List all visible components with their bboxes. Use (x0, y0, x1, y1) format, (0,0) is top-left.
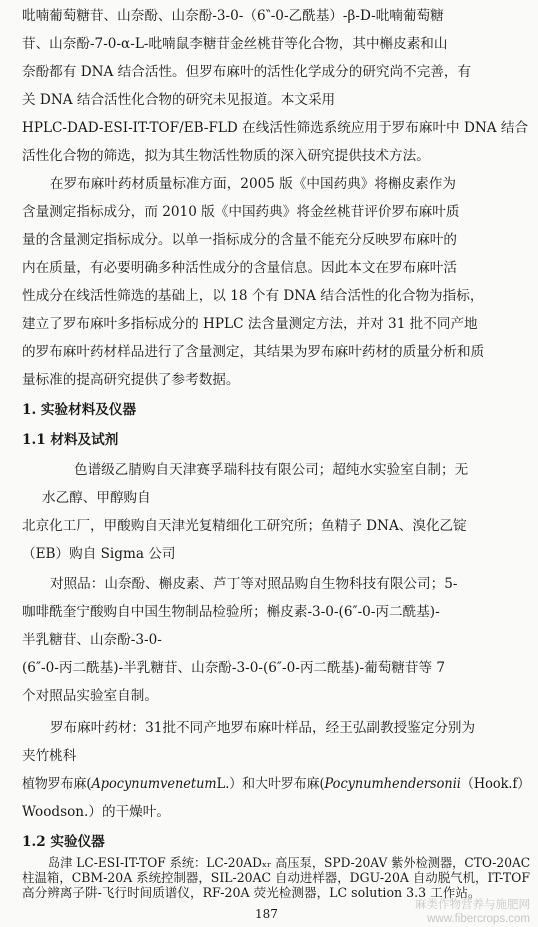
page-number: 187 (255, 907, 278, 921)
text-line: 量标准的提高研究提供了参考数据。 (22, 372, 240, 388)
text-line: 个对照品实验室自制。 (22, 688, 158, 704)
text-line: 夹竹桃科 (22, 748, 77, 764)
watermark-line: www.fibercrops.com (427, 913, 530, 925)
text-line: Woodson.）的干燥叶。 (22, 804, 170, 820)
text-line: 的罗布麻叶药材样品进行了含量测定，其结果为罗布麻叶药材的质量分析和质 (22, 344, 485, 360)
text-line: 岛津 LC-ESI-IT-TOF 系统：LC-20ADₓᵣ 高压泵，SPD-20AV 紫外检测器，CTO-20AC (48, 855, 531, 870)
text-line: 活性化合物的筛选，拟为其生物活性物质的深入研究提供技术方法。 (22, 148, 430, 164)
text-line: 高分辨离子阱-飞行时间质谱仪，RF-20A 荧光检测器，LC solution 3.3 工作站。 (22, 885, 481, 900)
text-line: 性成分在线活性筛选的基础上，以 18 个有 DNA 结合活性的化合物为指标， (22, 288, 484, 304)
text-line: 建立了罗布麻叶多指标成分的 HPLC 法含量测定方法，并对 31 批不同产地 (22, 316, 478, 332)
text-line: 吡喃葡萄糖苷、山奈酚、山奈酚-3-0-（6‶-0-乙酰基）-β-D-吡喃葡萄糖 (22, 8, 444, 24)
text-line: 柱温箱，CBM-20A 系统控制器，SIL-20AC 自动进样器，DGU-20A 自动脱气机，IT-TOF (22, 870, 530, 885)
text-line: (6″-0-丙二酰基)-半乳糖苷、山奈酚-3-0-(6″-0-丙二酰基)-葡萄糖苷等 7 (22, 660, 446, 676)
subsection-heading-materials: 1.1 材料及试剂 (22, 432, 119, 448)
text-line: 内在质量，有必要明确多种活性成分的含量信息。因此本文在罗布麻叶活 (22, 260, 457, 276)
latin-species-name: Pocynumhendersonii (324, 776, 461, 792)
text-line: 关 DNA 结合活性化合物的研究未见报道。本文采用 (22, 92, 336, 108)
text-line: 奈酚都有 DNA 结合活性。但罗布麻叶的活性化学成分的研究尚不完善，有 (22, 64, 472, 80)
text-line: （EB）购自 Sigma 公司 (22, 546, 176, 562)
text-line: 对照品：山奈酚、槲皮素、芦丁等对照品购自生物科技有限公司；5- (50, 576, 458, 592)
text-line: 罗布麻叶药材：31批不同产地罗布麻叶样品，经王弘副教授鉴定分别为 (50, 720, 476, 736)
text-run: （Hook.f） (460, 776, 531, 792)
text-line: 咖啡酰奎宁酸购自中国生物制品检验所；槲皮素-3-0-(6″-0-丙二酰基)- (22, 604, 440, 620)
text-line: 量的含量测定指标成分。以单一指标成分的含量不能充分反映罗布麻叶的 (22, 232, 457, 248)
text-line: HPLC-DAD-ESI-IT-TOF/EB-FLD 在线活性筛选系统应用于罗布麻叶中 DNA 结合 (22, 120, 529, 136)
text-line: 色谱级乙腈购自天津赛孚瑞科技有限公司；超纯水实验室自制；无 (74, 462, 469, 478)
watermark (415, 898, 530, 926)
text-line: 在罗布麻叶药材质量标准方面，2005 版《中国药典》将槲皮素作为 (50, 176, 456, 192)
text-line: 水乙醇、甲醇购自 (42, 490, 151, 506)
subsection-heading-instruments: 1.2 实验仪器 (22, 834, 105, 850)
text-run: L.）和大叶罗布麻( (216, 776, 325, 792)
text-line (22, 774, 530, 794)
text-run: 植物罗布麻( (22, 776, 92, 792)
text-line-wrapper (22, 885, 481, 900)
latin-species-name: Apocynumvenetum (91, 776, 217, 792)
text-line: 苷、山奈酚-7-0-α-L-吡喃鼠李糖苷金丝桃苷等化合物，其中槲皮素和山 (22, 36, 448, 52)
text-line: 半乳糖苷、山奈酚-3-0- (22, 632, 162, 648)
section-heading: 1. 实验材料及仪器 (22, 402, 137, 418)
watermark-line: 麻类作物营养与施肥网 (415, 899, 530, 911)
text-line: 含量测定指标成分，而 2010 版《中国药典》将金丝桃苷评价罗布麻叶质 (22, 204, 460, 220)
text-line: 北京化工厂，甲酸购自天津光复精细化工研究所；鱼精子 DNA、溴化乙锭 (22, 518, 467, 534)
